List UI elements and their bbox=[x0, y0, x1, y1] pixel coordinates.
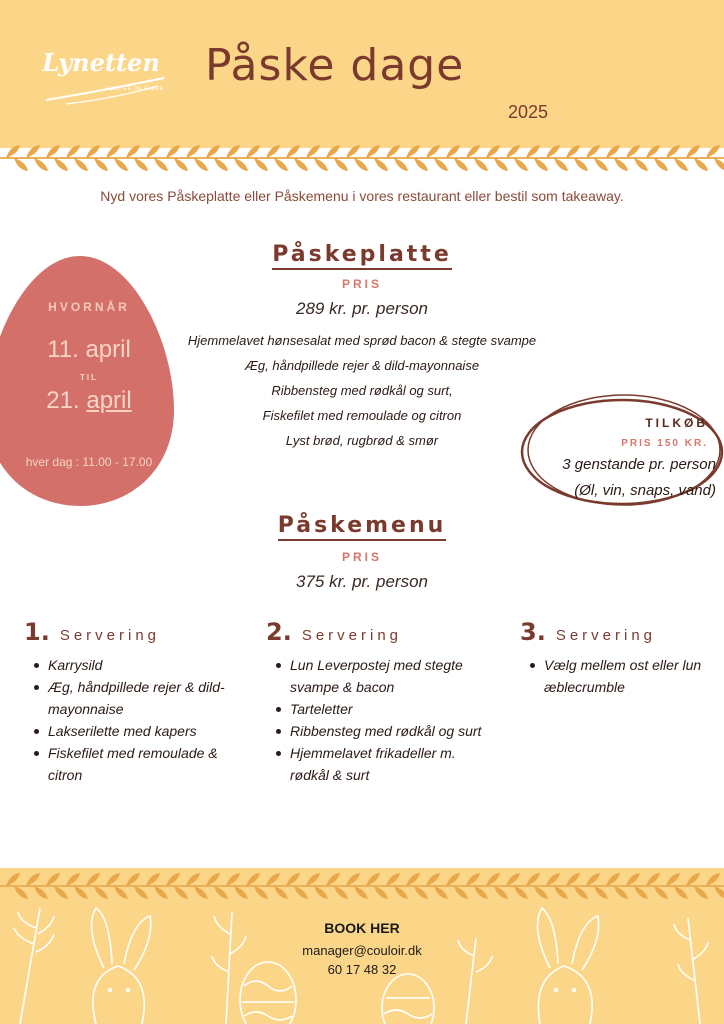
vine-leaf bbox=[6, 145, 20, 158]
vine-leaf bbox=[486, 145, 500, 158]
vine-border-top bbox=[0, 140, 724, 176]
vine-leaf bbox=[474, 158, 488, 171]
vine-leaf bbox=[126, 873, 140, 886]
vine-leaf bbox=[534, 886, 548, 899]
platte-price: 289 kr. pr. person bbox=[296, 299, 428, 318]
vine-leaf bbox=[714, 886, 724, 899]
vine-leaf bbox=[186, 873, 200, 886]
vine-leaf bbox=[454, 158, 468, 171]
vine-leaf bbox=[466, 873, 480, 886]
vine-leaf bbox=[346, 873, 360, 886]
page-title: Påske dage bbox=[205, 40, 465, 91]
vine-leaf bbox=[614, 158, 628, 171]
vine-leaf bbox=[146, 145, 160, 158]
vine-leaf bbox=[34, 886, 48, 899]
vine-leaf bbox=[574, 886, 588, 899]
vine-leaf bbox=[414, 158, 428, 171]
vine-leaf bbox=[406, 145, 420, 158]
vine-leaf bbox=[214, 158, 228, 171]
vine-leaf bbox=[526, 145, 540, 158]
vine-leaf bbox=[174, 158, 188, 171]
menu-pris-label: PRIS bbox=[341, 550, 382, 564]
vine-leaf bbox=[194, 158, 208, 171]
vine-leaf bbox=[174, 886, 188, 899]
vine-leaf bbox=[414, 886, 428, 899]
vine-leaf bbox=[634, 886, 648, 899]
vine-leaf bbox=[66, 873, 80, 886]
vine-leaf bbox=[434, 886, 448, 899]
vine-leaf bbox=[334, 158, 348, 171]
vine-leaf bbox=[654, 886, 668, 899]
vine-leaf bbox=[686, 145, 700, 158]
vine-leaf bbox=[66, 145, 80, 158]
vine-leaf bbox=[606, 145, 620, 158]
vine-leaf bbox=[274, 886, 288, 899]
vine-leaf bbox=[74, 886, 88, 899]
vine-leaf bbox=[94, 158, 108, 171]
tilkob-line2: (Øl, vin, snaps, vand) bbox=[574, 482, 716, 499]
list-item: Karrysild bbox=[34, 654, 254, 676]
platte-items bbox=[160, 328, 564, 453]
vine-leaf bbox=[654, 158, 668, 171]
vine-leaf bbox=[594, 158, 608, 171]
vine-leaf bbox=[434, 158, 448, 171]
course-number: 3. bbox=[520, 618, 546, 646]
vine-leaf bbox=[54, 158, 68, 171]
when-date-from: 11. april bbox=[47, 336, 131, 363]
course-1 bbox=[24, 618, 254, 786]
vine-leaf bbox=[234, 886, 248, 899]
vine-leaf bbox=[526, 873, 540, 886]
vine-leaf bbox=[494, 886, 508, 899]
course-label: Servering bbox=[555, 627, 657, 644]
vine-leaf bbox=[166, 873, 180, 886]
logo-text: Lynetten bbox=[42, 48, 160, 77]
vine-leaf bbox=[694, 158, 708, 171]
vine-leaf bbox=[714, 158, 724, 171]
vine-leaf bbox=[606, 873, 620, 886]
vine-leaf bbox=[446, 873, 460, 886]
vine-leaf bbox=[246, 145, 260, 158]
platte-item: Lyst brød, rugbrød & smør bbox=[285, 433, 439, 448]
vine-leaf bbox=[34, 158, 48, 171]
vine-leaf bbox=[274, 158, 288, 171]
platte-title: Påskeplatte bbox=[0, 242, 724, 267]
platte-item: Ribbensteg med rødkål og surt, bbox=[271, 383, 453, 398]
vine-leaf bbox=[266, 873, 280, 886]
vine-leaf bbox=[306, 873, 320, 886]
when-label: HVORNÅR bbox=[48, 300, 130, 314]
vine-leaf bbox=[574, 158, 588, 171]
vine-leaf bbox=[666, 873, 680, 886]
vine-leaf bbox=[114, 158, 128, 171]
vine-leaf bbox=[266, 145, 280, 158]
vine-leaf bbox=[426, 145, 440, 158]
vine-leaf bbox=[186, 145, 200, 158]
when-date-to: 21. april bbox=[46, 387, 132, 414]
vine-leaf bbox=[394, 158, 408, 171]
footer-band bbox=[0, 868, 724, 1024]
vine-leaf bbox=[366, 145, 380, 158]
vine-leaf bbox=[566, 873, 580, 886]
when-hours: hver dag : 11.00 - 17.00 bbox=[25, 455, 153, 469]
vine-leaf bbox=[374, 886, 388, 899]
vine-leaf bbox=[306, 145, 320, 158]
vine-leaf bbox=[386, 873, 400, 886]
vine-leaf bbox=[254, 886, 268, 899]
vine-leaf bbox=[666, 145, 680, 158]
vine-leaf bbox=[294, 886, 308, 899]
booking-phone: 60 17 48 32 bbox=[327, 962, 397, 977]
vine-leaf bbox=[354, 886, 368, 899]
list-item: Vælg mellem ost eller lun æblecrumble bbox=[530, 654, 720, 698]
vine-leaf bbox=[154, 886, 168, 899]
vine-leaf bbox=[646, 873, 660, 886]
vine-leaf bbox=[374, 158, 388, 171]
brand-logo bbox=[36, 42, 176, 112]
vine-leaf bbox=[706, 873, 720, 886]
vine-leaf bbox=[694, 886, 708, 899]
vine-leaf bbox=[494, 158, 508, 171]
vine-leaf bbox=[234, 158, 248, 171]
booking-title: BOOK HER bbox=[324, 920, 400, 936]
vine-leaf bbox=[506, 873, 520, 886]
vine-leaf bbox=[26, 145, 40, 158]
vine-leaf bbox=[626, 873, 640, 886]
list-item: Ribbensteg med rødkål og surt bbox=[276, 720, 496, 742]
list-item: Fiskefilet med remoulade & citron bbox=[34, 742, 254, 786]
list-item: Æg, håndpillede rejer & dild-mayonnaise bbox=[34, 676, 254, 720]
vine-leaf bbox=[486, 873, 500, 886]
vine-leaf bbox=[326, 873, 340, 886]
vine-leaf bbox=[406, 873, 420, 886]
menu-price: 375 kr. pr. person bbox=[296, 572, 428, 591]
vine-leaf bbox=[214, 886, 228, 899]
vine-leaf bbox=[166, 145, 180, 158]
platte-item: Hjemmelavet hønsesalat med sprød bacon & stegte svampe bbox=[187, 333, 537, 348]
vine-leaf bbox=[46, 873, 60, 886]
vine-leaf bbox=[586, 145, 600, 158]
platte-item: Æg, håndpillede rejer & dild-mayonnaise bbox=[244, 358, 480, 373]
vine-leaf bbox=[194, 886, 208, 899]
booking-email: manager@couloir.dk bbox=[302, 943, 422, 958]
vine-leaf bbox=[226, 145, 240, 158]
vine-leaf bbox=[346, 145, 360, 158]
when-til: TIL bbox=[80, 373, 98, 382]
vine-leaf bbox=[674, 158, 688, 171]
vine-leaf bbox=[146, 873, 160, 886]
vine-leaf bbox=[286, 873, 300, 886]
platte-pris-label: PRIS bbox=[341, 277, 382, 291]
vine-leaf bbox=[46, 145, 60, 158]
vine-leaf bbox=[646, 145, 660, 158]
list-item: Hjemmelavet frikadeller m. rødkål & surt bbox=[276, 742, 496, 786]
vine-leaf bbox=[86, 873, 100, 886]
vine-leaf bbox=[246, 873, 260, 886]
vine-leaf bbox=[326, 145, 340, 158]
vine-leaf bbox=[114, 886, 128, 899]
vine-leaf bbox=[134, 158, 148, 171]
vine-leaf bbox=[706, 145, 720, 158]
vine-leaf bbox=[314, 886, 328, 899]
vine-leaf bbox=[514, 886, 528, 899]
list-item: Tarteletter bbox=[276, 698, 496, 720]
vine-leaf bbox=[474, 886, 488, 899]
vine-leaf bbox=[86, 145, 100, 158]
vine-leaf bbox=[394, 886, 408, 899]
vine-leaf bbox=[586, 873, 600, 886]
vine-leaf bbox=[686, 873, 700, 886]
vine-leaf bbox=[626, 145, 640, 158]
vine-leaf bbox=[106, 145, 120, 158]
header-band bbox=[0, 0, 724, 148]
course-number: 1. bbox=[24, 618, 50, 646]
vine-leaf bbox=[286, 145, 300, 158]
vine-leaf bbox=[386, 145, 400, 158]
vine-leaf bbox=[426, 873, 440, 886]
vine-leaf bbox=[14, 158, 28, 171]
vine-leaf bbox=[366, 873, 380, 886]
vine-leaf bbox=[226, 873, 240, 886]
vine-leaf bbox=[634, 158, 648, 171]
course-label: Servering bbox=[301, 627, 403, 644]
course-2 bbox=[266, 618, 496, 786]
vine-leaf bbox=[314, 158, 328, 171]
vine-leaf bbox=[254, 158, 268, 171]
course-number: 2. bbox=[266, 618, 292, 646]
logo-subtitle: FLØJTER OG FLØDE bbox=[106, 86, 164, 92]
intro-text: Nyd vores Påskeplatte eller Påskemenu i vores restaurant eller bestil som takeaway. bbox=[100, 188, 624, 204]
vine-leaf bbox=[354, 158, 368, 171]
vine-leaf bbox=[514, 158, 528, 171]
tilkob-line1: 3 genstande pr. person bbox=[562, 456, 716, 473]
platte-item: Fiskefilet med remoulade og citron bbox=[262, 408, 462, 423]
vine-leaf bbox=[206, 145, 220, 158]
vine-leaf bbox=[74, 158, 88, 171]
vine-leaf bbox=[6, 873, 20, 886]
tilkob-price: PRIS 150 KR. bbox=[621, 438, 708, 449]
vine-leaf bbox=[674, 886, 688, 899]
vine-leaf bbox=[94, 886, 108, 899]
vine-leaf bbox=[26, 873, 40, 886]
vine-leaf bbox=[534, 158, 548, 171]
vine-leaf bbox=[334, 886, 348, 899]
course-list bbox=[520, 654, 720, 698]
vine-leaf bbox=[566, 145, 580, 158]
menu-title: Påskemenu bbox=[0, 513, 724, 538]
list-item: Lakserilette med kapers bbox=[34, 720, 254, 742]
vine-leaf bbox=[446, 145, 460, 158]
vine-leaf bbox=[466, 145, 480, 158]
vine-border-bottom bbox=[0, 868, 724, 904]
course-list bbox=[266, 654, 496, 786]
vine-leaf bbox=[554, 158, 568, 171]
vine-leaf bbox=[126, 145, 140, 158]
tilkob-label: TILKØB bbox=[645, 416, 708, 430]
vine-leaf bbox=[546, 873, 560, 886]
vine-leaf bbox=[14, 886, 28, 899]
vine-leaf bbox=[134, 886, 148, 899]
course-3 bbox=[520, 618, 720, 698]
vine-leaf bbox=[154, 158, 168, 171]
vine-leaf bbox=[614, 886, 628, 899]
list-item: Lun Leverpostej med stegte svampe & bacon bbox=[276, 654, 496, 698]
course-list bbox=[24, 654, 254, 786]
vine-leaf bbox=[454, 886, 468, 899]
vine-leaf bbox=[206, 873, 220, 886]
vine-leaf bbox=[294, 158, 308, 171]
page-year: 2025 bbox=[508, 102, 549, 122]
vine-leaf bbox=[54, 886, 68, 899]
vine-leaf bbox=[594, 886, 608, 899]
course-label: Servering bbox=[59, 627, 161, 644]
vine-leaf bbox=[554, 886, 568, 899]
vine-leaf bbox=[546, 145, 560, 158]
vine-leaf bbox=[506, 145, 520, 158]
vine-leaf bbox=[106, 873, 120, 886]
